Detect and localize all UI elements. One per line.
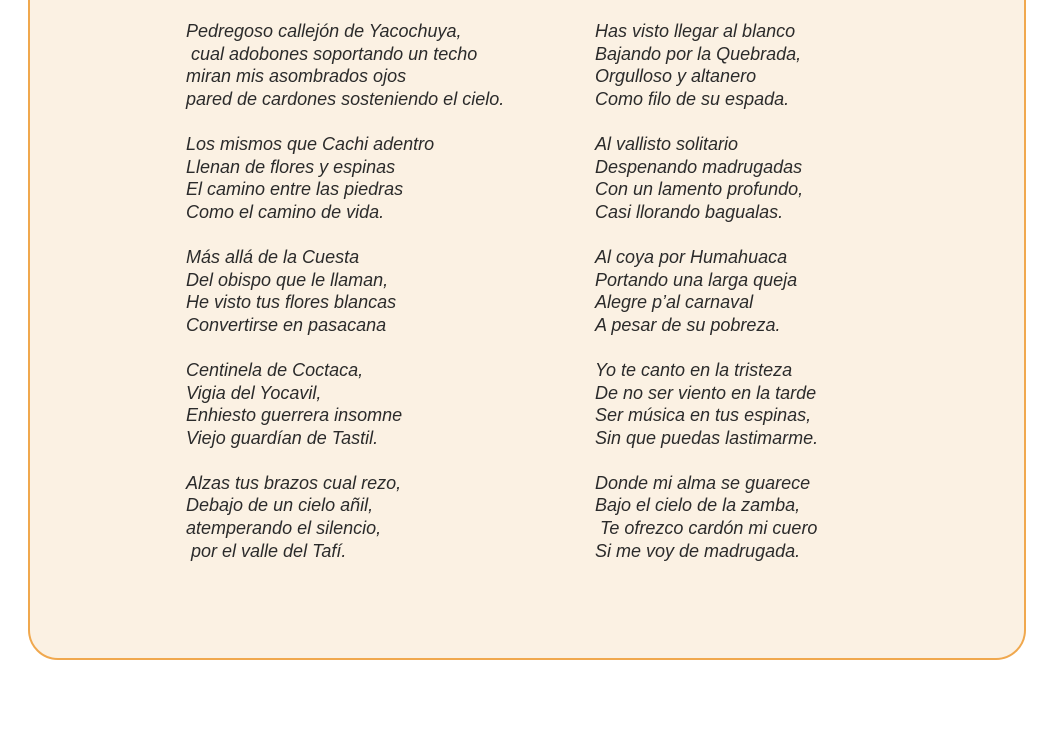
- poem-line: atemperando el silencio,: [186, 518, 382, 539]
- poem-line: Ser música en tus espinas,: [595, 405, 812, 426]
- poem-line: Con un lamento profundo,: [595, 179, 804, 200]
- stanza: [186, 359, 504, 449]
- poem-line: Más allá de la Cuesta: [186, 246, 360, 267]
- poem-line: miran mis asombrados ojos: [186, 66, 407, 87]
- poem-panel: [28, 0, 1026, 660]
- stanza: [595, 133, 818, 223]
- poem-line: El camino entre las piedras: [186, 179, 404, 200]
- poem-line: Los mismos que Cachi adentro: [186, 133, 435, 154]
- stanza: [186, 246, 504, 336]
- poem-line: Has visto llegar al blanco: [595, 21, 796, 41]
- poem-line: Bajando por la Quebrada,: [595, 43, 802, 64]
- poem-line: Como el camino de vida.: [186, 201, 385, 222]
- poem-line: Llenan de flores y espinas: [186, 156, 396, 177]
- poem-line: Al vallisto solitario: [595, 133, 739, 154]
- poem-line: Si me voy de madrugada.: [595, 540, 801, 561]
- poem-line: Despenando madrugadas: [595, 156, 803, 177]
- poem-line: Centinela de Coctaca,: [186, 359, 364, 380]
- poem-line: por el valle del Tafí.: [186, 540, 347, 561]
- stanza: [595, 472, 818, 562]
- poem-line: Alzas tus brazos cual rezo,: [186, 472, 402, 493]
- poem-right-column: [595, 20, 818, 585]
- stanza: [186, 133, 504, 223]
- poem-left-column: [186, 20, 504, 585]
- poem-line: Convertirse en pasacana: [186, 314, 387, 335]
- poem-line: Viejo guardían de Tastil.: [186, 427, 379, 448]
- poem-line: pared de cardones sosteniendo el cielo.: [186, 88, 505, 109]
- poem-line: Vigia del Yocavil,: [186, 382, 322, 403]
- poem-line: Al coya por Humahuaca: [595, 246, 788, 267]
- poem-line: He visto tus flores blancas: [186, 292, 397, 313]
- poem-line: Orgulloso y altanero: [595, 66, 757, 87]
- poem-line: Debajo de un cielo añil,: [186, 495, 374, 516]
- poem-line: Bajo el cielo de la zamba,: [595, 495, 801, 516]
- poem-line: Del obispo que le llaman,: [186, 269, 389, 290]
- poem-line: Sin que puedas lastimarme.: [595, 427, 819, 448]
- poem-line: Portando una larga queja: [595, 269, 798, 290]
- stanza: [595, 246, 818, 336]
- poem-line: Pedregoso callejón de Yacochuya,: [186, 21, 462, 41]
- poem-line: Alegre p’al carnaval: [595, 292, 754, 313]
- poem-line: Donde mi alma se guarece: [595, 472, 811, 493]
- poem-line: Enhiesto guerrera insomne: [186, 405, 403, 426]
- poem-line: A pesar de su pobreza.: [595, 314, 781, 335]
- poem-line: Casi llorando bagualas.: [595, 201, 784, 222]
- poem-line: Como filo de su espada.: [595, 88, 790, 109]
- poem-line: De no ser viento en la tarde: [595, 382, 817, 403]
- poem-line: Te ofrezco cardón mi cuero: [595, 518, 818, 539]
- stanza: [595, 359, 818, 449]
- poem-line: Yo te canto en la tristeza: [595, 359, 793, 380]
- stanza: [186, 20, 504, 110]
- stanza: [186, 472, 504, 562]
- poem-line: cual adobones soportando un techo: [186, 43, 478, 64]
- stanza: [595, 20, 818, 110]
